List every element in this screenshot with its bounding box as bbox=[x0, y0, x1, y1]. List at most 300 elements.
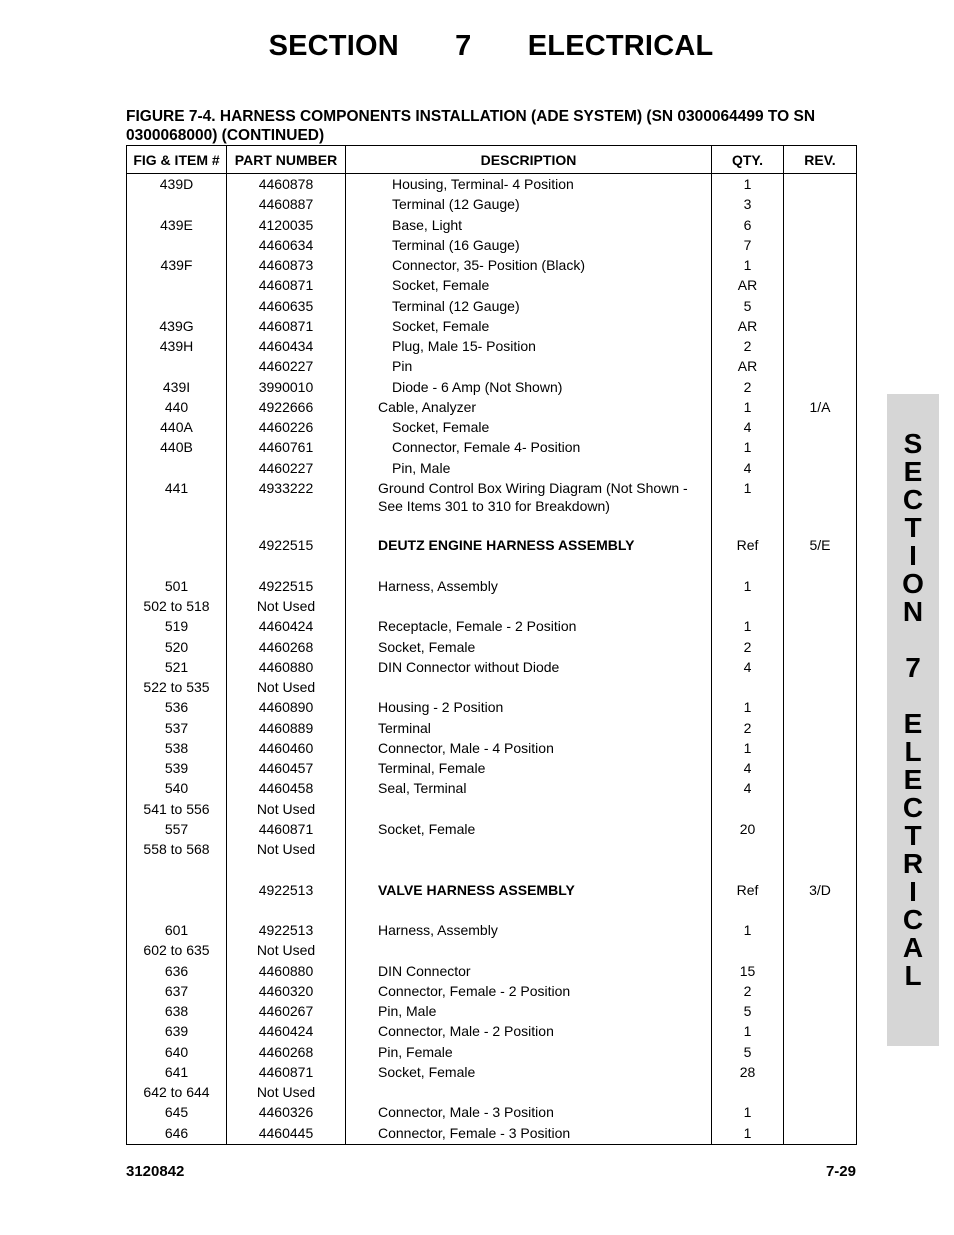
table-row bbox=[127, 1002, 857, 1022]
description-cell: Pin, Male bbox=[346, 1002, 712, 1022]
rev-cell bbox=[784, 557, 857, 577]
fig-item-cell: 439D bbox=[127, 174, 227, 196]
rev-cell bbox=[784, 658, 857, 678]
part-number-cell: 4460226 bbox=[227, 418, 346, 438]
fig-item-cell: 440A bbox=[127, 418, 227, 438]
fig-item-cell bbox=[127, 536, 227, 556]
part-number-cell: 4460871 bbox=[227, 820, 346, 840]
fig-item-cell: 502 to 518 bbox=[127, 597, 227, 617]
table-row bbox=[127, 398, 857, 418]
table-row bbox=[127, 719, 857, 739]
table-row bbox=[127, 638, 857, 658]
fig-item-cell bbox=[127, 276, 227, 296]
part-number-cell: 4933222 bbox=[227, 479, 346, 499]
part-number-cell: 3990010 bbox=[227, 378, 346, 398]
side-tab-letter: S bbox=[903, 428, 923, 459]
qty-cell bbox=[712, 557, 784, 577]
part-number-cell: 4460424 bbox=[227, 1022, 346, 1042]
fig-item-cell: 536 bbox=[127, 698, 227, 718]
qty-cell: 1 bbox=[712, 617, 784, 637]
fig-item-cell: 439I bbox=[127, 378, 227, 398]
fig-item-cell: 440B bbox=[127, 438, 227, 458]
description-cell: Plug, Male 15- Position bbox=[346, 337, 712, 357]
table-header-row bbox=[127, 146, 857, 174]
part-number-cell: 4922515 bbox=[227, 577, 346, 597]
description-cell bbox=[346, 860, 712, 880]
table-row bbox=[127, 800, 857, 820]
table-row bbox=[127, 438, 857, 458]
part-number-cell: 4460227 bbox=[227, 459, 346, 479]
description-cell: Connector, Female - 3 Position bbox=[346, 1124, 712, 1145]
description-cell bbox=[346, 800, 712, 820]
qty-cell: 2 bbox=[712, 378, 784, 398]
qty-cell: 3 bbox=[712, 195, 784, 215]
qty-cell: 4 bbox=[712, 779, 784, 799]
document-number: 3120842 bbox=[126, 1163, 185, 1180]
table-row bbox=[127, 698, 857, 718]
part-number-cell: 4460326 bbox=[227, 1103, 346, 1123]
side-tab-letter: C bbox=[902, 792, 924, 823]
table-row bbox=[127, 256, 857, 276]
rev-cell bbox=[784, 800, 857, 820]
column-header-rev: REV. bbox=[784, 146, 857, 174]
rev-cell bbox=[784, 840, 857, 860]
description-cell: Pin bbox=[346, 357, 712, 377]
part-number-cell: 4460871 bbox=[227, 276, 346, 296]
part-number-cell: 4460268 bbox=[227, 638, 346, 658]
column-header-part-number: PART NUMBER bbox=[227, 146, 346, 174]
description-cell: Terminal bbox=[346, 719, 712, 739]
side-tab-letter: O bbox=[902, 568, 924, 599]
table-row bbox=[127, 216, 857, 236]
side-tab-letter: L bbox=[904, 960, 922, 991]
qty-cell: 1 bbox=[712, 479, 784, 499]
table-row bbox=[127, 597, 857, 617]
qty-cell: 1 bbox=[712, 438, 784, 458]
part-number-cell: 4922513 bbox=[227, 881, 346, 901]
description-cell: Pin, Male bbox=[346, 459, 712, 479]
qty-cell bbox=[712, 860, 784, 880]
part-number-cell bbox=[227, 860, 346, 880]
qty-cell: AR bbox=[712, 276, 784, 296]
fig-item-cell: 521 bbox=[127, 658, 227, 678]
part-number-cell: 4460880 bbox=[227, 658, 346, 678]
side-tab-letter: C bbox=[902, 484, 924, 515]
fig-item-cell bbox=[127, 881, 227, 901]
description-cell: Harness, Assembly bbox=[346, 921, 712, 941]
rev-cell bbox=[784, 921, 857, 941]
qty-cell: 5 bbox=[712, 1002, 784, 1022]
column-header-qty: QTY. bbox=[712, 146, 784, 174]
description-cell: DIN Connector without Diode bbox=[346, 658, 712, 678]
rev-cell bbox=[784, 459, 857, 479]
description-cell: Pin, Female bbox=[346, 1043, 712, 1063]
description-cell: Socket, Female bbox=[346, 317, 712, 337]
fig-item-cell: 538 bbox=[127, 739, 227, 759]
section-name: ELECTRICAL bbox=[527, 30, 714, 62]
page-number: 7-29 bbox=[825, 1163, 856, 1180]
part-number-cell: 4460434 bbox=[227, 337, 346, 357]
part-number-cell bbox=[227, 901, 346, 921]
table-row bbox=[127, 536, 857, 556]
table-row bbox=[127, 1124, 857, 1145]
qty-cell: 2 bbox=[712, 982, 784, 1002]
description-cell: Socket, Female bbox=[346, 1063, 712, 1083]
fig-item-cell: 601 bbox=[127, 921, 227, 941]
fig-item-cell bbox=[127, 459, 227, 479]
rev-cell bbox=[784, 438, 857, 458]
side-tab-letter: E bbox=[903, 764, 923, 795]
rev-cell bbox=[784, 1043, 857, 1063]
qty-cell: 2 bbox=[712, 337, 784, 357]
column-header-description: DESCRIPTION bbox=[346, 146, 712, 174]
fig-item-cell: 645 bbox=[127, 1103, 227, 1123]
rev-cell bbox=[784, 1002, 857, 1022]
fig-item-cell: 558 to 568 bbox=[127, 840, 227, 860]
fig-item-cell: 519 bbox=[127, 617, 227, 637]
rev-cell bbox=[784, 678, 857, 698]
part-number-cell bbox=[227, 499, 346, 516]
rev-cell bbox=[784, 860, 857, 880]
side-tab-letter: T bbox=[904, 512, 922, 543]
fig-item-cell: 537 bbox=[127, 719, 227, 739]
description-cell: Harness, Assembly bbox=[346, 577, 712, 597]
qty-cell: 1 bbox=[712, 739, 784, 759]
qty-cell bbox=[712, 516, 784, 536]
fig-item-cell: 539 bbox=[127, 759, 227, 779]
rev-cell bbox=[784, 820, 857, 840]
qty-cell: 1 bbox=[712, 577, 784, 597]
part-number-cell: 4460635 bbox=[227, 297, 346, 317]
description-cell: Housing, Terminal- 4 Position bbox=[346, 174, 712, 196]
part-number-cell: 4460761 bbox=[227, 438, 346, 458]
description-cell bbox=[346, 1083, 712, 1103]
fig-item-cell: 540 bbox=[127, 779, 227, 799]
part-number-cell: Not Used bbox=[227, 678, 346, 698]
part-number-cell: 4460445 bbox=[227, 1124, 346, 1145]
part-number-cell: 4460871 bbox=[227, 1063, 346, 1083]
rev-cell bbox=[784, 901, 857, 921]
qty-cell: 2 bbox=[712, 719, 784, 739]
table-row bbox=[127, 357, 857, 377]
description-cell: Ground Control Box Wiring Diagram (Not Shown - bbox=[346, 479, 712, 499]
rev-cell bbox=[784, 617, 857, 637]
description-cell bbox=[346, 941, 712, 961]
table-row bbox=[127, 479, 857, 499]
fig-item-cell: 641 bbox=[127, 1063, 227, 1083]
part-number-cell: 4460880 bbox=[227, 962, 346, 982]
table-row bbox=[127, 820, 857, 840]
qty-cell: 1 bbox=[712, 398, 784, 418]
fig-item-cell: 440 bbox=[127, 398, 227, 418]
rev-cell bbox=[784, 479, 857, 499]
part-number-cell: 4460320 bbox=[227, 982, 346, 1002]
rev-cell bbox=[784, 516, 857, 536]
qty-cell bbox=[712, 901, 784, 921]
qty-cell: 20 bbox=[712, 820, 784, 840]
part-number-cell: 4460458 bbox=[227, 779, 346, 799]
qty-cell: 6 bbox=[712, 216, 784, 236]
fig-item-cell: 642 to 644 bbox=[127, 1083, 227, 1103]
fig-item-cell: 602 to 635 bbox=[127, 941, 227, 961]
side-tab-letter: T bbox=[904, 820, 922, 851]
fig-item-cell: 441 bbox=[127, 479, 227, 499]
table-row bbox=[127, 499, 857, 516]
table-row bbox=[127, 276, 857, 296]
fig-item-cell bbox=[127, 901, 227, 921]
side-tab-letter bbox=[887, 626, 939, 654]
fig-item-cell: 646 bbox=[127, 1124, 227, 1145]
description-cell: Connector, Male - 3 Position bbox=[346, 1103, 712, 1123]
qty-cell: 28 bbox=[712, 1063, 784, 1083]
table-row bbox=[127, 459, 857, 479]
qty-cell: Ref bbox=[712, 881, 784, 901]
fig-item-cell: 541 to 556 bbox=[127, 800, 227, 820]
rev-cell bbox=[784, 297, 857, 317]
part-number-cell: 4120035 bbox=[227, 216, 346, 236]
qty-cell bbox=[712, 597, 784, 617]
table-row bbox=[127, 236, 857, 256]
qty-cell: 4 bbox=[712, 459, 784, 479]
part-number-cell: 4460890 bbox=[227, 698, 346, 718]
table-row bbox=[127, 881, 857, 901]
description-cell: Connector, Male - 2 Position bbox=[346, 1022, 712, 1042]
qty-cell: 1 bbox=[712, 698, 784, 718]
table-row bbox=[127, 1103, 857, 1123]
description-cell: Connector, 35- Position (Black) bbox=[346, 256, 712, 276]
table-row bbox=[127, 779, 857, 799]
rev-cell bbox=[784, 378, 857, 398]
fig-item-cell bbox=[127, 357, 227, 377]
part-number-cell: Not Used bbox=[227, 1083, 346, 1103]
qty-cell: 4 bbox=[712, 759, 784, 779]
part-number-cell: Not Used bbox=[227, 840, 346, 860]
description-cell: DEUTZ ENGINE HARNESS ASSEMBLY bbox=[346, 536, 712, 556]
description-cell bbox=[346, 901, 712, 921]
fig-item-cell: 638 bbox=[127, 1002, 227, 1022]
rev-cell bbox=[784, 256, 857, 276]
rev-cell bbox=[784, 982, 857, 1002]
description-cell: Diode - 6 Amp (Not Shown) bbox=[346, 378, 712, 398]
section-side-tab bbox=[887, 394, 939, 1046]
qty-cell bbox=[712, 941, 784, 961]
part-number-cell: 4460268 bbox=[227, 1043, 346, 1063]
table-row bbox=[127, 1083, 857, 1103]
qty-cell: 1 bbox=[712, 256, 784, 276]
qty-cell: 1 bbox=[712, 921, 784, 941]
fig-item-cell: 637 bbox=[127, 982, 227, 1002]
table-row bbox=[127, 418, 857, 438]
qty-cell bbox=[712, 800, 784, 820]
table-row bbox=[127, 1022, 857, 1042]
part-number-cell: 4922515 bbox=[227, 536, 346, 556]
description-cell: Socket, Female bbox=[346, 638, 712, 658]
table-row bbox=[127, 317, 857, 337]
part-number-cell bbox=[227, 516, 346, 536]
rev-cell bbox=[784, 357, 857, 377]
rev-cell bbox=[784, 1083, 857, 1103]
part-number-cell: 4922666 bbox=[227, 398, 346, 418]
table-row bbox=[127, 941, 857, 961]
qty-cell: 4 bbox=[712, 658, 784, 678]
rev-cell bbox=[784, 1124, 857, 1145]
fig-item-cell: 439G bbox=[127, 317, 227, 337]
rev-cell bbox=[784, 216, 857, 236]
side-tab-letter bbox=[887, 682, 939, 710]
part-number-cell: 4460460 bbox=[227, 739, 346, 759]
part-number-cell: 4922513 bbox=[227, 921, 346, 941]
description-cell bbox=[346, 840, 712, 860]
table-row bbox=[127, 678, 857, 698]
rev-cell bbox=[784, 739, 857, 759]
fig-item-cell bbox=[127, 557, 227, 577]
fig-item-cell bbox=[127, 195, 227, 215]
side-tab-letters bbox=[887, 430, 939, 990]
description-cell: Connector, Female 4- Position bbox=[346, 438, 712, 458]
fig-item-cell: 557 bbox=[127, 820, 227, 840]
description-cell: Connector, Male - 4 Position bbox=[346, 739, 712, 759]
part-number-cell bbox=[227, 557, 346, 577]
fig-item-cell bbox=[127, 297, 227, 317]
description-cell: Terminal (12 Gauge) bbox=[346, 297, 712, 317]
rev-cell bbox=[784, 577, 857, 597]
description-cell: Socket, Female bbox=[346, 276, 712, 296]
qty-cell: 5 bbox=[712, 297, 784, 317]
side-tab-letter: I bbox=[909, 540, 917, 571]
description-cell bbox=[346, 516, 712, 536]
side-tab-letter: A bbox=[902, 932, 924, 963]
table-row bbox=[127, 617, 857, 637]
rev-cell bbox=[784, 418, 857, 438]
qty-cell: AR bbox=[712, 317, 784, 337]
side-tab-letter: R bbox=[902, 848, 924, 879]
rev-cell bbox=[784, 719, 857, 739]
fig-item-cell: 520 bbox=[127, 638, 227, 658]
table-row bbox=[127, 982, 857, 1002]
qty-cell: 4 bbox=[712, 418, 784, 438]
qty-cell: 2 bbox=[712, 638, 784, 658]
fig-item-cell: 636 bbox=[127, 962, 227, 982]
rev-cell bbox=[784, 337, 857, 357]
fig-item-cell bbox=[127, 236, 227, 256]
part-number-cell: 4460227 bbox=[227, 357, 346, 377]
rev-cell: 3/D bbox=[784, 881, 857, 901]
table-row bbox=[127, 921, 857, 941]
description-cell: Base, Light bbox=[346, 216, 712, 236]
table-row bbox=[127, 557, 857, 577]
figure-title: FIGURE 7-4. HARNESS COMPONENTS INSTALLATION (ADE SYSTEM) (SN 0300064499 TO SN 0300068000) (CONTINUED) bbox=[126, 108, 816, 144]
fig-item-cell: 640 bbox=[127, 1043, 227, 1063]
rev-cell bbox=[784, 1022, 857, 1042]
description-cell bbox=[346, 557, 712, 577]
part-number-cell: 4460887 bbox=[227, 195, 346, 215]
part-number-cell: 4460634 bbox=[227, 236, 346, 256]
fig-item-cell: 439E bbox=[127, 216, 227, 236]
table-row bbox=[127, 739, 857, 759]
rev-cell bbox=[784, 317, 857, 337]
rev-cell bbox=[784, 195, 857, 215]
table-row bbox=[127, 297, 857, 317]
description-cell: Housing - 2 Position bbox=[346, 698, 712, 718]
qty-cell: 1 bbox=[712, 1124, 784, 1145]
rev-cell bbox=[784, 236, 857, 256]
side-tab-letter: E bbox=[903, 456, 923, 487]
table-row bbox=[127, 860, 857, 880]
table-row bbox=[127, 759, 857, 779]
fig-item-cell: 639 bbox=[127, 1022, 227, 1042]
rev-cell bbox=[784, 779, 857, 799]
part-number-cell: 4460878 bbox=[227, 174, 346, 196]
part-number-cell: Not Used bbox=[227, 597, 346, 617]
table-row bbox=[127, 337, 857, 357]
table-row bbox=[127, 195, 857, 215]
qty-cell: 15 bbox=[712, 962, 784, 982]
fig-item-cell: 439H bbox=[127, 337, 227, 357]
description-cell: Seal, Terminal bbox=[346, 779, 712, 799]
part-number-cell: Not Used bbox=[227, 800, 346, 820]
qty-cell bbox=[712, 1083, 784, 1103]
rev-cell bbox=[784, 638, 857, 658]
page-title bbox=[0, 30, 954, 63]
qty-cell bbox=[712, 499, 784, 516]
fig-item-cell bbox=[127, 499, 227, 516]
table-row bbox=[127, 901, 857, 921]
column-header-fig-item: FIG & ITEM # bbox=[127, 146, 227, 174]
rev-cell bbox=[784, 276, 857, 296]
part-number-cell: 4460871 bbox=[227, 317, 346, 337]
side-tab-letter: I bbox=[909, 876, 917, 907]
rev-cell bbox=[784, 174, 857, 196]
qty-cell: Ref bbox=[712, 536, 784, 556]
qty-cell: 7 bbox=[712, 236, 784, 256]
side-tab-letter: L bbox=[904, 736, 922, 767]
table-row bbox=[127, 577, 857, 597]
description-cell: DIN Connector bbox=[346, 962, 712, 982]
description-cell: Receptacle, Female - 2 Position bbox=[346, 617, 712, 637]
table-row bbox=[127, 658, 857, 678]
part-number-cell: 4460424 bbox=[227, 617, 346, 637]
table-row bbox=[127, 516, 857, 536]
description-cell: Cable, Analyzer bbox=[346, 398, 712, 418]
description-cell bbox=[346, 597, 712, 617]
table-row bbox=[127, 962, 857, 982]
part-number-cell: 4460267 bbox=[227, 1002, 346, 1022]
side-tab-letter: C bbox=[902, 904, 924, 935]
section-number: SECTION 7 bbox=[268, 30, 472, 62]
description-cell: Socket, Female bbox=[346, 418, 712, 438]
description-cell: Terminal, Female bbox=[346, 759, 712, 779]
rev-cell: 5/E bbox=[784, 536, 857, 556]
rev-cell bbox=[784, 941, 857, 961]
description-cell: See Items 301 to 310 for Breakdown) bbox=[346, 499, 712, 516]
qty-cell: AR bbox=[712, 357, 784, 377]
qty-cell: 1 bbox=[712, 1103, 784, 1123]
description-cell: Terminal (16 Gauge) bbox=[346, 236, 712, 256]
table-row bbox=[127, 174, 857, 196]
fig-item-cell bbox=[127, 860, 227, 880]
qty-cell bbox=[712, 678, 784, 698]
rev-cell bbox=[784, 759, 857, 779]
description-cell: VALVE HARNESS ASSEMBLY bbox=[346, 881, 712, 901]
part-number-cell: 4460873 bbox=[227, 256, 346, 276]
parts-table bbox=[126, 145, 857, 1145]
table-row bbox=[127, 378, 857, 398]
description-cell: Socket, Female bbox=[346, 820, 712, 840]
side-tab-letter: 7 bbox=[905, 652, 921, 683]
qty-cell: 1 bbox=[712, 1022, 784, 1042]
rev-cell bbox=[784, 1103, 857, 1123]
description-cell: Connector, Female - 2 Position bbox=[346, 982, 712, 1002]
